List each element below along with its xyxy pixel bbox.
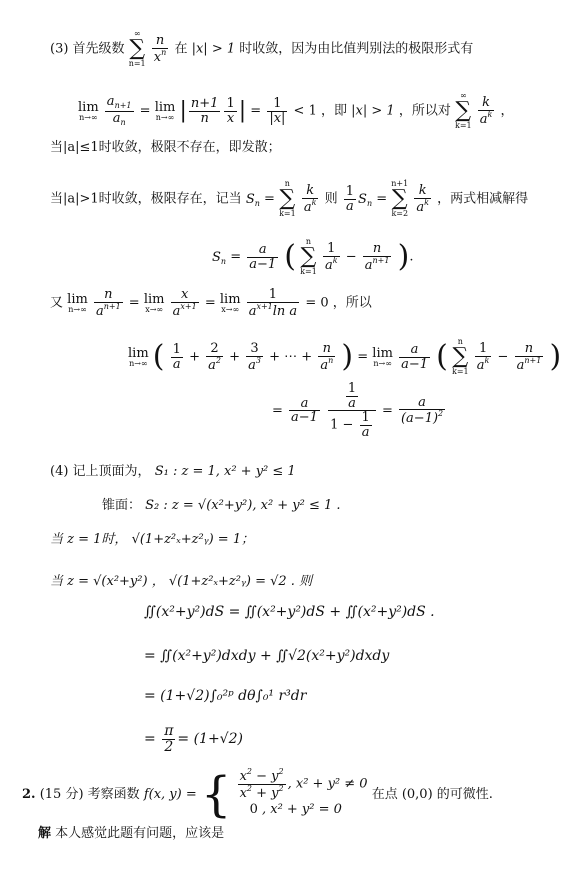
series-term: $\frac{n}{x^n}$ xyxy=(153,32,167,65)
problem-number: 2. xyxy=(22,787,36,803)
integral-step-4: = $\frac{\pi}{2}$ = (1+√2) xyxy=(144,723,243,755)
part4-when-z1: 当 z = 1时， √(1+z²ₓ+z²ᵧ) = 1； xyxy=(50,532,255,547)
part3-line3: 当|a|≤1时收敛，极限不存在，即发散； xyxy=(50,140,281,155)
series-sum: ∞ ∑ n=1 xyxy=(128,29,146,68)
part3-line4: 当|a|>1时收敛，极限存在，记当 $S_n$ = n ∑ k=1 $\frac{k}{a^k}$ 则 $\frac{1}{a}$ $S_n$ = n+1 ∑ k=2 $\frac{k}{a^k}$ ，两式相减解得 xyxy=(50,179,529,218)
limit-final: = $\frac{a}{a-1}$ $\frac{1}{a}$ 1 − $\frac{1}{a}$ = $\frac{a}{(a-1)^2}$ xyxy=(272,381,444,440)
ratio-limit-formula: lim n→∞ $\frac{a_{n+1}}{a_n}$ = lim n→∞ | $\frac{n+1}{n}$ $\frac{1}{x}$ | = $\frac{1}{|x|}$ < 1 ，即 |x| > 1 ，所以对 ∞ ∑ k=1 $\frac{k}{a^k}$ ， xyxy=(78,91,514,130)
part3-intro: (3) 首先级数 xyxy=(50,41,125,57)
problem-2: 2. (15 分) 考察函数 f(x, y) = { $\frac{x^2 - y^2}{x^2 + y^2}$ , x² + y² ≠ 0 0 , x² + y² = 0 在点 (0,0) 的可微性. xyxy=(22,766,493,823)
part3-line1: (3) 首先级数 ∞ ∑ n=1 $\frac{n}{x^n}$ 在 |x| > 1 时收敛，因为由比值判别法的极限形式有 xyxy=(50,29,474,68)
piecewise-cases: $\frac{x^2 - y^2}{x^2 + y^2}$ , x² + y² ≠ 0 0 , x² + y² = 0 xyxy=(239,767,368,818)
integral-step-2: = ∬(x²+y²)dxdy + ∬√2(x²+y²)dxdy xyxy=(144,648,390,664)
part4-when-cone: 当 z = √(x²+y²) ， √(1+z²ₓ+z²ᵧ) = √2 . 则 xyxy=(50,574,313,589)
integral-step-3: = (1+√2)∫₀²ᵖ dθ∫₀¹ r³dr xyxy=(144,688,307,704)
integral-step-1: ∬(x²+y²)dS = ∬(x²+y²)dS + ∬(x²+y²)dS . xyxy=(144,604,435,620)
part3-line6: 又 lim n→∞ $\frac{n}{a^{n+1}}$ = lim x→∞ $\frac{x}{a^{x+1}}$ = lim x→∞ $\frac{1}{a^{x+1}\ln a}$ = 0 ，所以 xyxy=(50,287,372,319)
condition: |x| > 1 xyxy=(191,41,236,57)
part4-top-surface: (4) 记上顶面为， S₁ : z = 1, x² + y² ≤ 1 xyxy=(50,464,296,479)
part4-cone: 锥面： S₂ : z = √(x²+y²), x² + y² ≤ 1 . xyxy=(102,498,341,513)
solution-line: 解 本人感觉此题有问题，应该是 xyxy=(38,826,225,841)
sum-limit-formula: lim n→∞ ( $\frac{1}{a}$ + $\frac{2}{a^2}$ + $\frac{3}{a^3}$ + ⋯ + $\frac{n}{a^n}$ ) = lim n→∞ $\frac{a}{a-1}$ ( n ∑ k=1 $\frac{1}{a^k}$ − $\frac{n}{a^{n+1}}$ ) xyxy=(128,337,561,376)
sn-result: $S_n$ = $\frac{a}{a-1}$ ( n ∑ k=1 $\frac{1}{a^k}$ − $\frac{n}{a^{n+1}}$ ). xyxy=(212,237,414,276)
solution-label: 解 xyxy=(38,826,52,841)
